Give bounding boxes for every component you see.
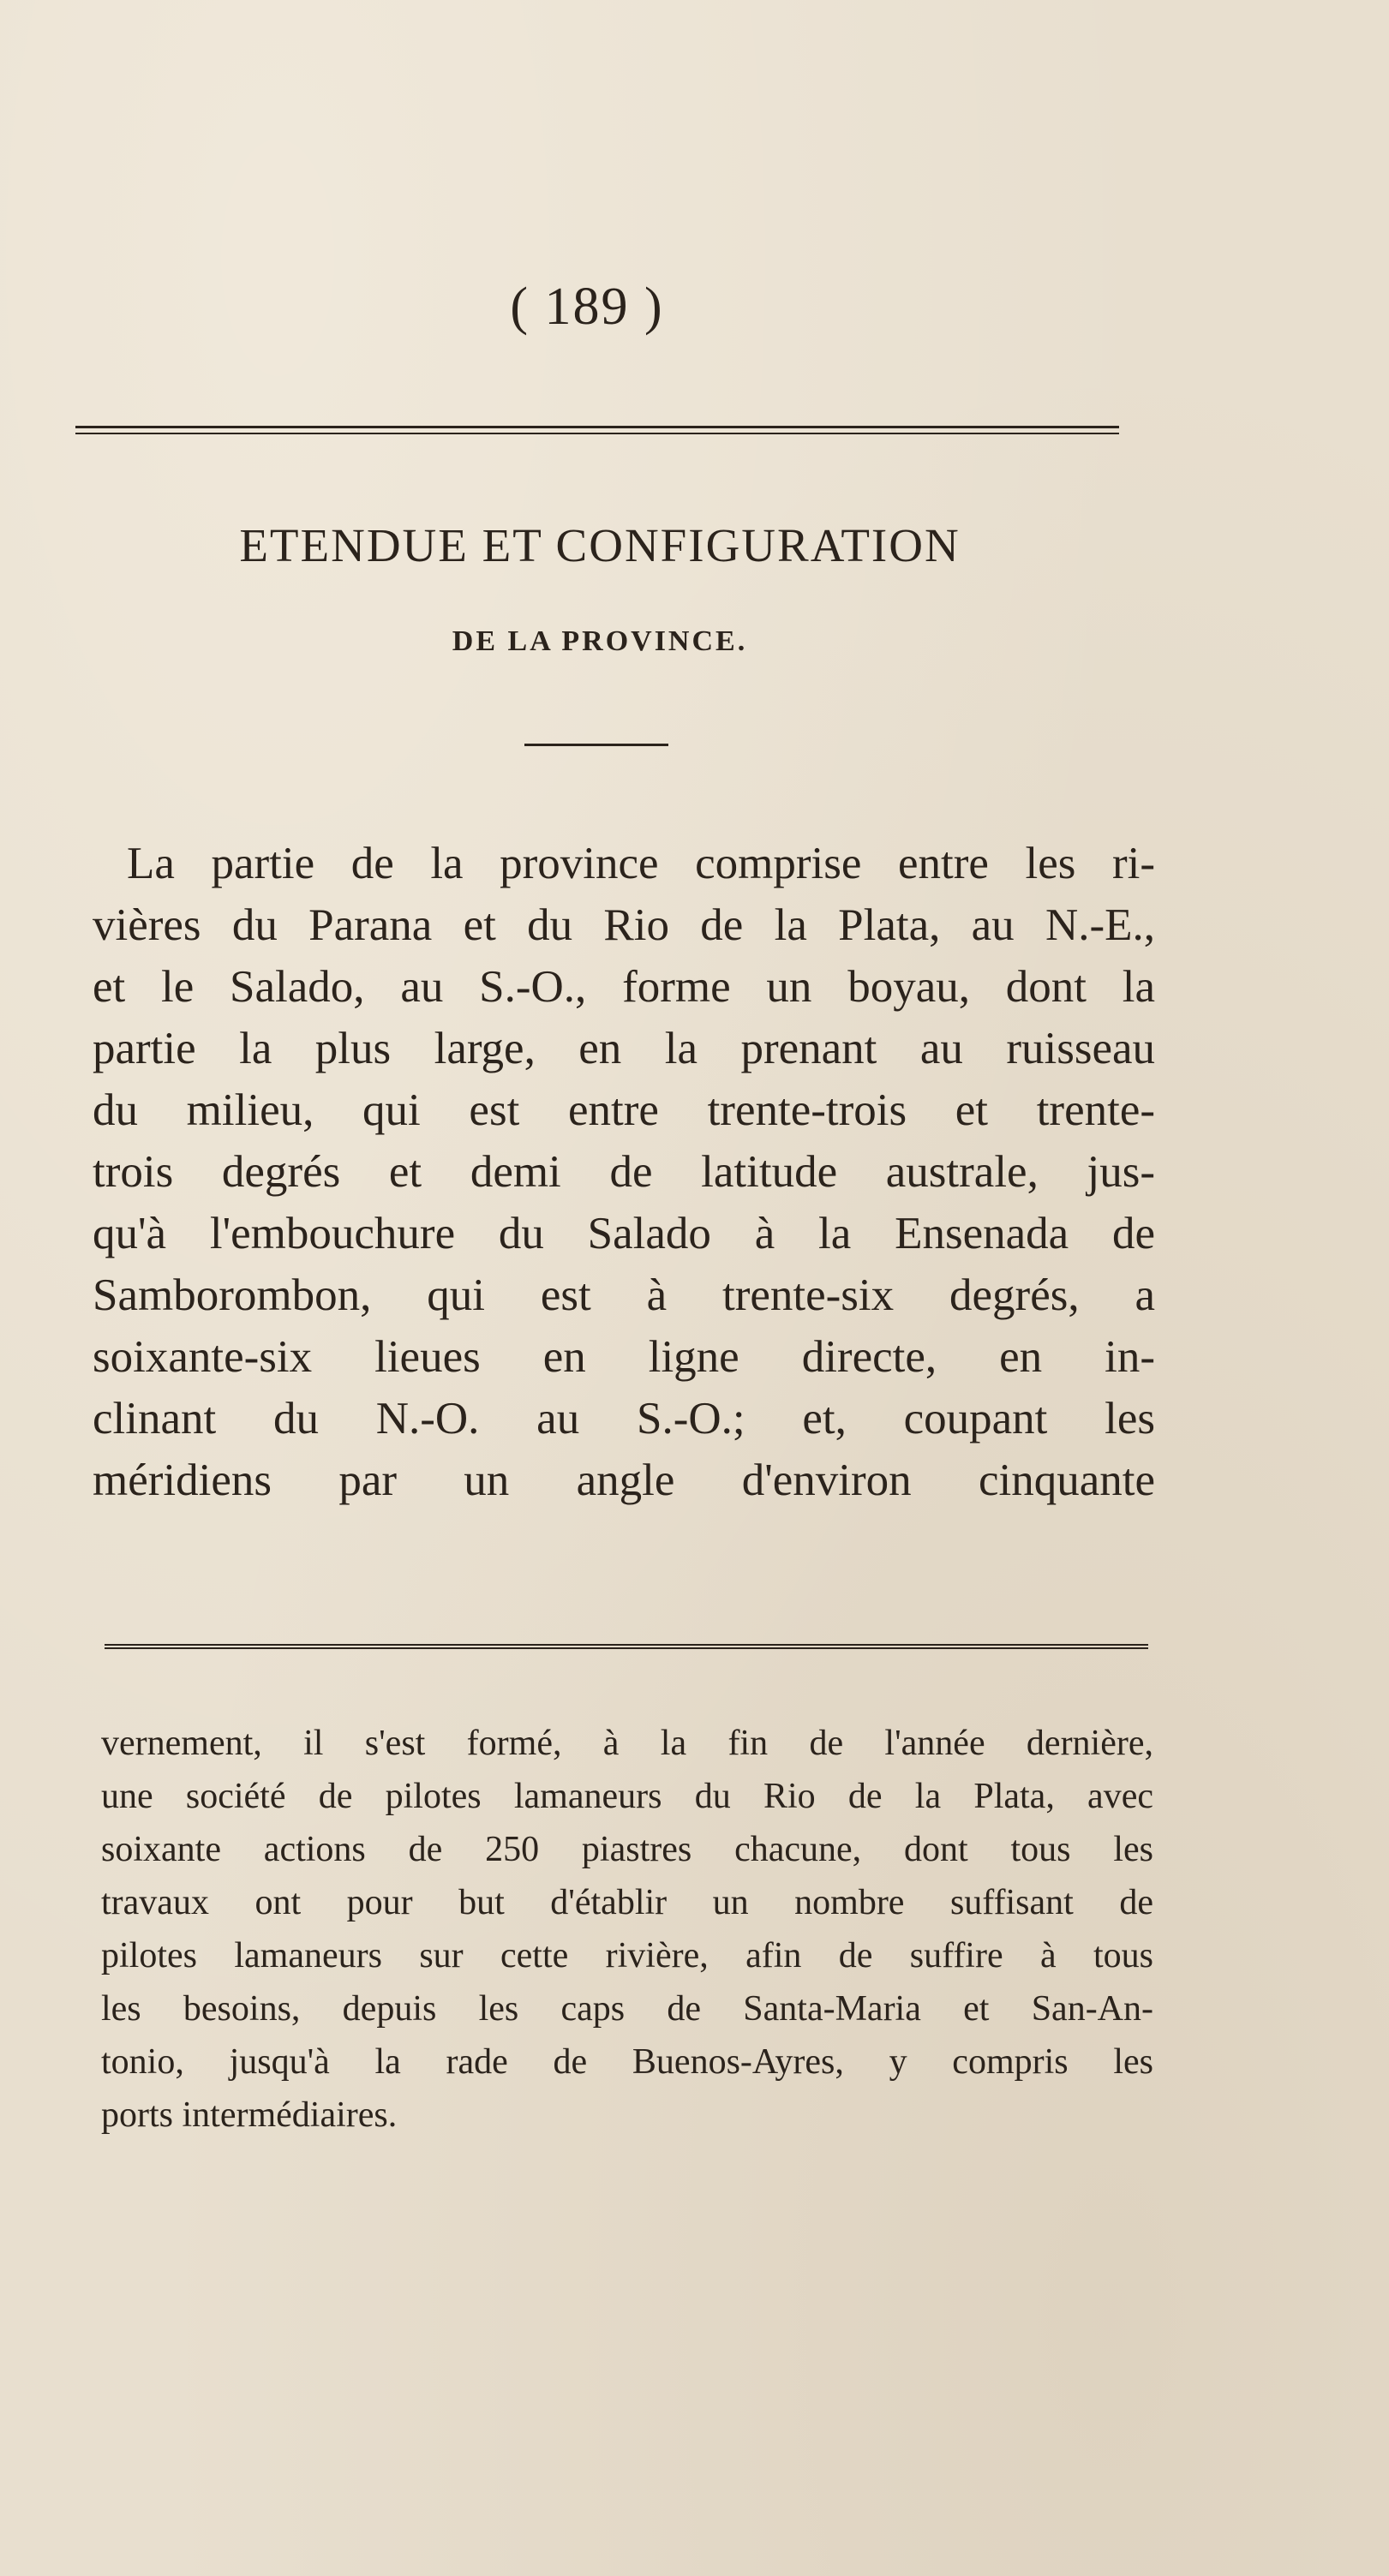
body-line: La partie de la province comprise entre les ri-: [127, 839, 1155, 888]
body-line: du milieu, qui est entre trente-trois et trente-: [93, 1085, 1155, 1135]
body-paragraph: [93, 833, 1155, 1511]
footnote-line: pilotes lamaneurs sur cette rivière, afin de suffire à tous: [101, 1936, 1153, 1975]
footnote-rule: [105, 1644, 1148, 1649]
page-number: ( 189 ): [510, 278, 664, 336]
body-line: qu'à l'embouchure du Salado à la Ensenada de: [93, 1209, 1155, 1258]
body-line: et le Salado, au S.-O., forme un boyau, dont la: [93, 962, 1155, 1012]
footnote-line: travaux ont pour but d'établir un nombre suffisant de: [101, 1883, 1153, 1922]
footnote: [101, 1717, 1153, 2142]
body-line: clinant du N.-O. au S.-O.; et, coupant les: [93, 1394, 1155, 1443]
section-divider: [524, 744, 668, 746]
body-line: partie la plus large, en la prenant au ruisseau: [93, 1024, 1155, 1073]
footnote-line: ports intermédiaires.: [101, 2095, 398, 2135]
body-line: trois degrés et demi de latitude australe, jus-: [93, 1147, 1155, 1197]
footnote-line: tonio, jusqu'à la rade de Buenos-Ayres, y compris les: [101, 2042, 1153, 2082]
header-double-rule: [75, 426, 1119, 434]
body-line: vières du Parana et du Rio de la Plata, au N.-E.,: [93, 900, 1155, 950]
body-line: soixante-six lieues en ligne directe, en in-: [93, 1332, 1155, 1382]
section-subtitle: DE LA PROVINCE.: [452, 625, 748, 657]
footnote-line: une société de pilotes lamaneurs du Rio de la Plata, avec: [101, 1777, 1153, 1816]
footnote-line: les besoins, depuis les caps de Santa-Maria et San-An-: [101, 1989, 1153, 2029]
section-title: ETENDUE ET CONFIGURATION: [239, 519, 961, 571]
footnote-line: soixante actions de 250 piastres chacune, dont tous les: [101, 1830, 1153, 1869]
body-line: Samborombon, qui est à trente-six degrés, a: [93, 1270, 1155, 1320]
body-line: méridiens par un angle d'environ cinquante: [93, 1455, 1155, 1505]
footnote-line: vernement, il s'est formé, à la fin de l'année dernière,: [101, 1724, 1153, 1763]
